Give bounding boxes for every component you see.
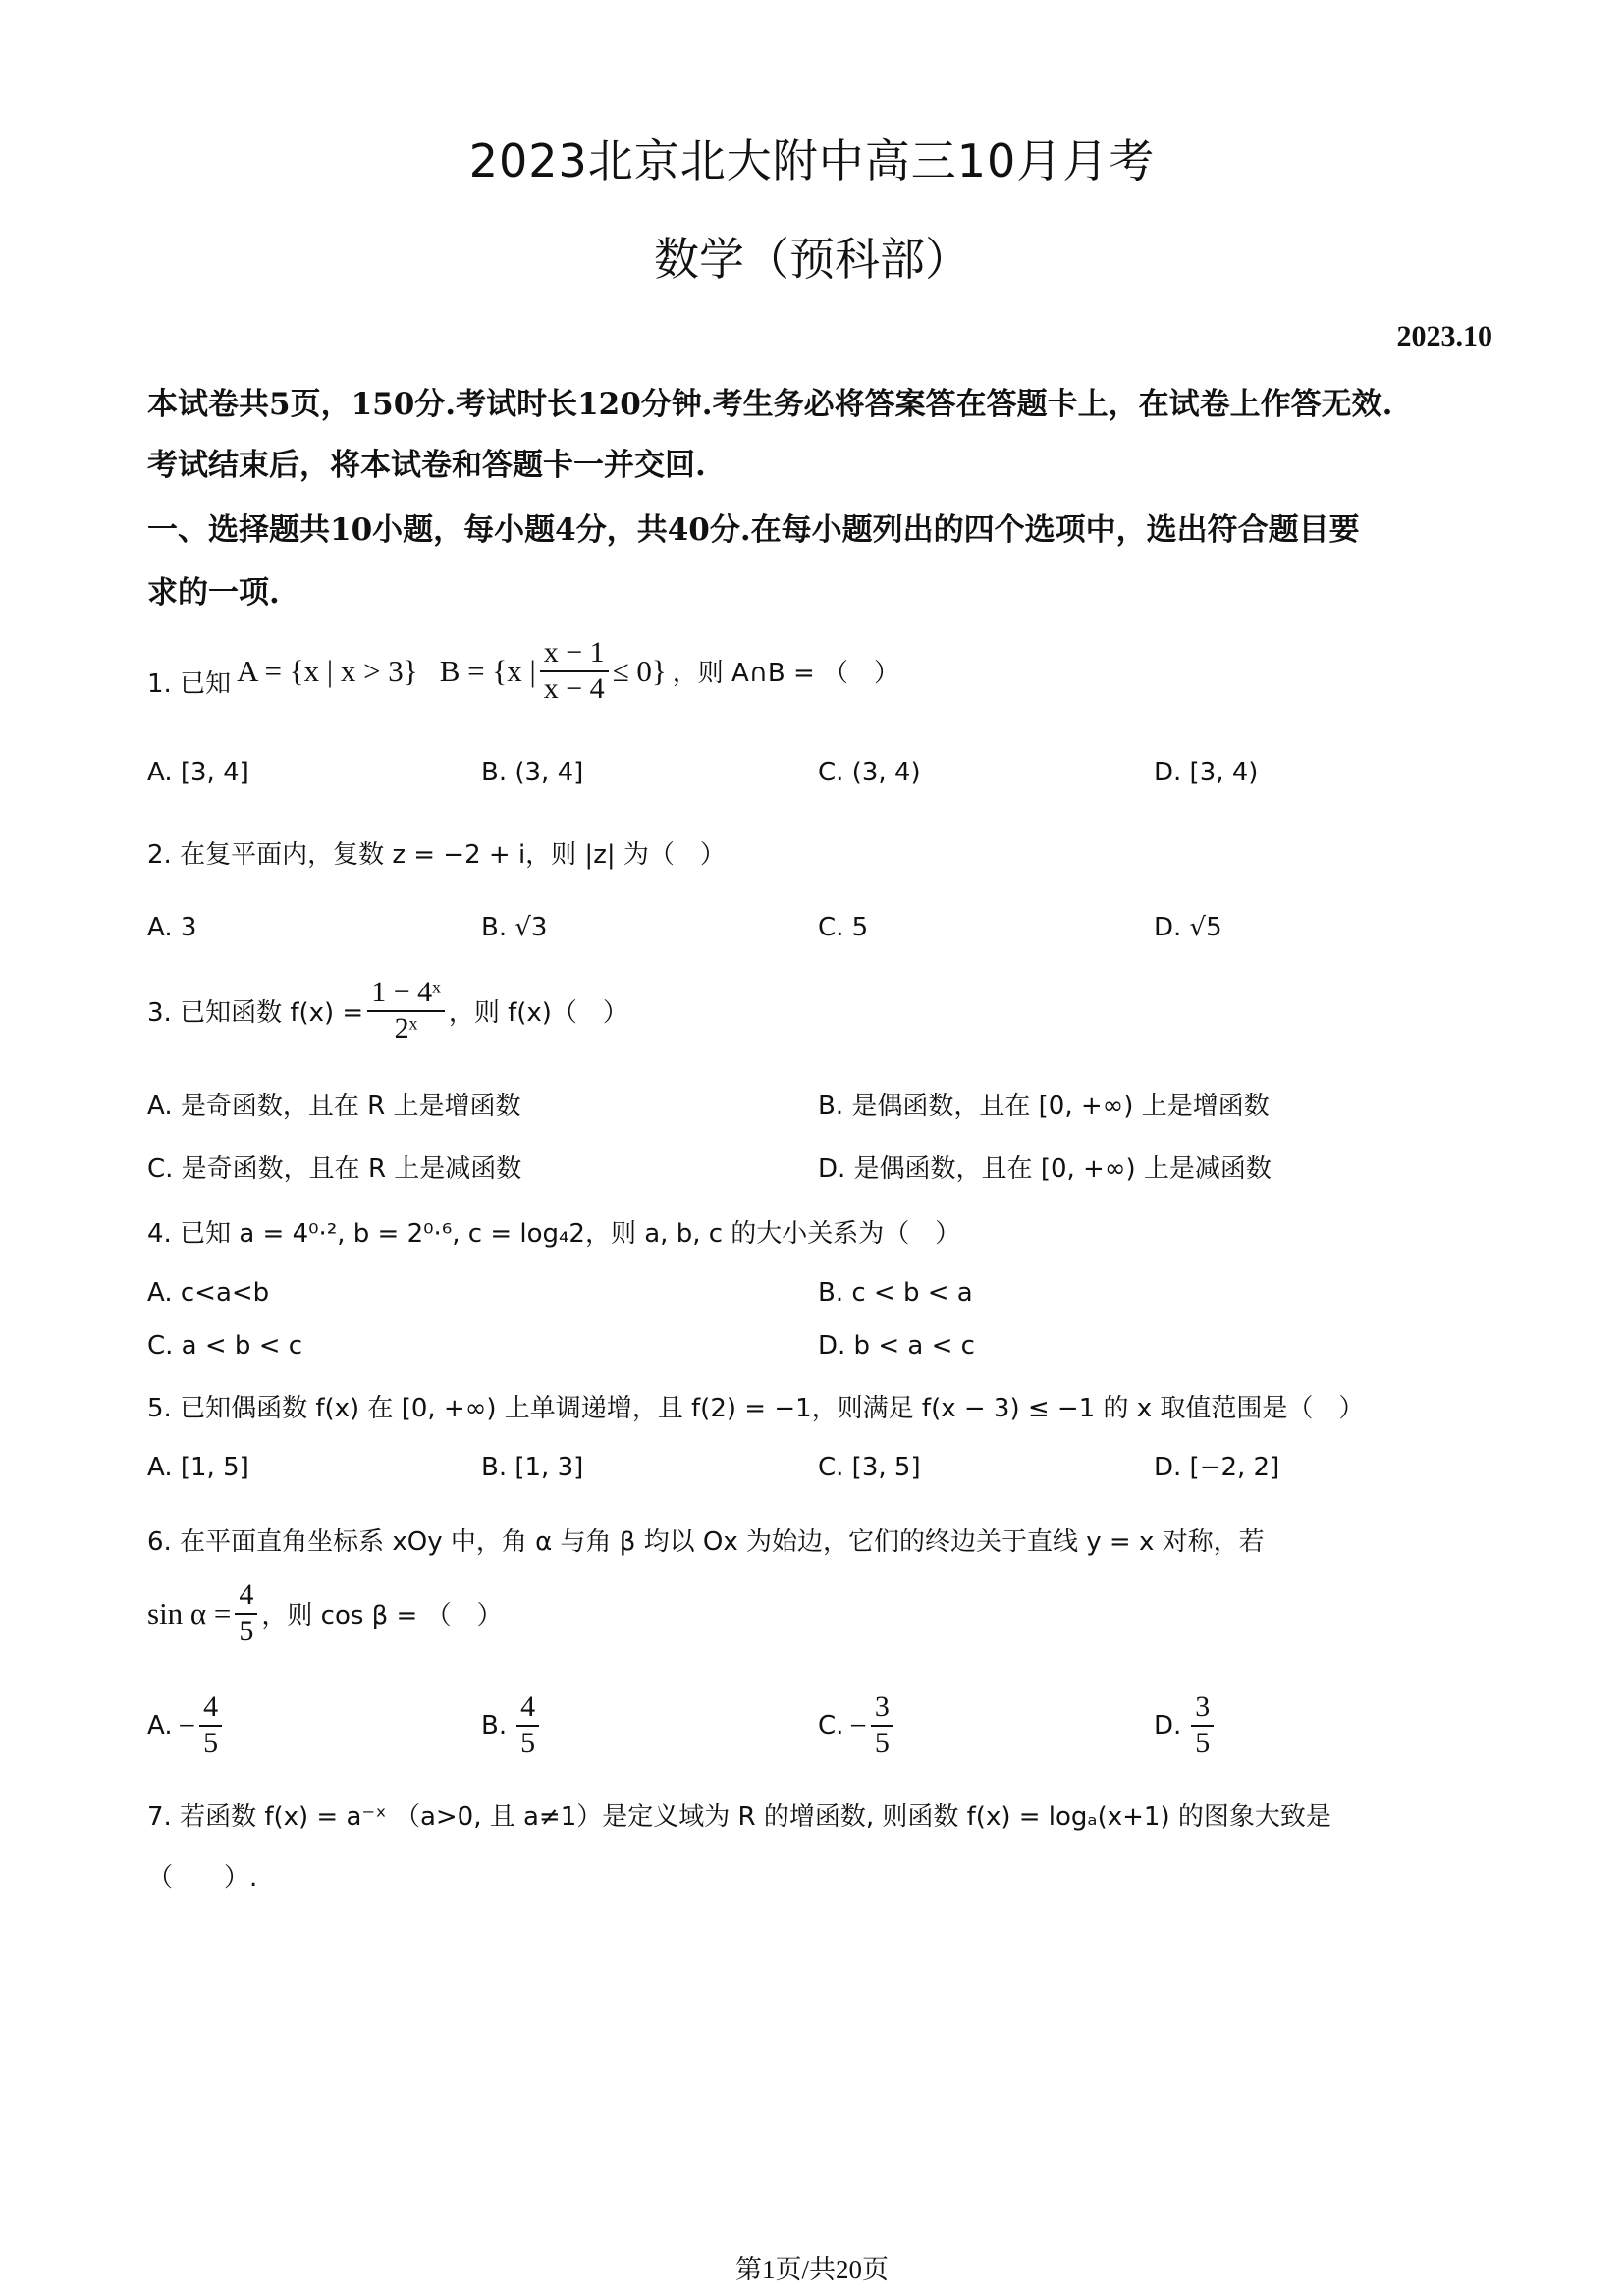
instructions-line-2: 考试结束后，将本试卷和答题卡一并交回. bbox=[147, 448, 706, 483]
q6-option-c-denominator: 5 bbox=[874, 1726, 890, 1759]
q5-option-c: C. [3, 5] bbox=[818, 1453, 921, 1482]
q6-option-b-denominator: 5 bbox=[520, 1726, 536, 1759]
section-heading-line-2: 求的一项. bbox=[147, 575, 280, 611]
question-7-line-2: （ ）. bbox=[147, 1863, 258, 1893]
exam-date: 2023.10 bbox=[1396, 320, 1492, 352]
question-2: 2. 在复平面内，复数 z = −2 + i，则 |z| 为（ ） bbox=[147, 840, 726, 870]
q1-set-b-lhs: B = {x | bbox=[439, 653, 536, 688]
q1-set-b-fraction bbox=[540, 636, 609, 706]
section-heading-line-1: 一、选择题共10小题，每小题4分，共40分.在每小题列出的四个选项中，选出符合题目要 bbox=[147, 512, 1360, 548]
q1-prefix: 1. 已知 bbox=[147, 669, 232, 699]
q1-option-c: C. (3, 4) bbox=[818, 758, 921, 787]
q2-option-b: B. √3 bbox=[481, 913, 548, 942]
q6-option-b-numerator: 4 bbox=[516, 1690, 539, 1727]
page-subtitle: 数学（预科部） bbox=[654, 233, 970, 286]
q6-option-c-fraction bbox=[871, 1690, 893, 1760]
q6-numerator: 4 bbox=[235, 1578, 257, 1615]
q6-option-b-fraction bbox=[516, 1690, 539, 1760]
instructions-line-1: 本试卷共5页，150分.考试时长120分钟.考生务必将答案答在答题卡上，在试卷上作答无效. bbox=[147, 387, 1393, 422]
question-1 bbox=[147, 636, 899, 706]
q1-option-b: B. (3, 4] bbox=[481, 758, 584, 787]
q6-option-a bbox=[147, 1690, 226, 1760]
q6-denominator: 5 bbox=[239, 1614, 254, 1647]
q6-option-d-numerator: 3 bbox=[1191, 1690, 1214, 1727]
q6-fraction bbox=[235, 1578, 257, 1648]
page-title: 2023北京北大附中高三10月月考 bbox=[468, 134, 1156, 187]
q3-denominator: 2ˣ bbox=[394, 1011, 418, 1044]
q3-option-d: D. 是偶函数，且在 [0, +∞) 上是减函数 bbox=[818, 1154, 1272, 1184]
q6-option-a-sign: − bbox=[178, 1707, 196, 1742]
q1-option-a: A. [3, 4] bbox=[147, 758, 249, 787]
q6-option-d bbox=[1154, 1690, 1218, 1760]
page-footer: 第1页/共20页 bbox=[734, 2255, 889, 2284]
q6-option-d-label: D. bbox=[1154, 1710, 1182, 1740]
q3-tail: ，则 f(x)（ ） bbox=[448, 998, 628, 1028]
q6-option-d-fraction bbox=[1191, 1690, 1214, 1760]
q1-set-a: A = {x | x > 3} bbox=[237, 653, 418, 688]
q1-tail: ，则 A∩B = （ ） bbox=[672, 659, 899, 688]
q6-option-c bbox=[818, 1690, 897, 1760]
q5-option-d: D. [−2, 2] bbox=[1154, 1453, 1280, 1482]
question-4: 4. 已知 a = 4⁰·², b = 2⁰·⁶, c = log₄2，则 a, b, c 的大小关系为（ ） bbox=[147, 1219, 961, 1249]
q4-option-a: A. c<a<b bbox=[147, 1278, 270, 1308]
q6-option-c-sign: − bbox=[849, 1707, 867, 1742]
q3-option-c: C. 是奇函数，且在 R 上是减函数 bbox=[147, 1154, 522, 1184]
q6-option-d-denominator: 5 bbox=[1195, 1726, 1211, 1759]
q6-option-a-numerator: 4 bbox=[199, 1690, 222, 1727]
q2-option-c: C. 5 bbox=[818, 913, 869, 942]
q6-option-c-numerator: 3 bbox=[871, 1690, 893, 1727]
question-5: 5. 已知偶函数 f(x) 在 [0, +∞) 上单调递增，且 f(2) = −1，则满足 f(x − 3) ≤ −1 的 x 取值范围是（ ） bbox=[147, 1394, 1365, 1423]
q1-option-d: D. [3, 4) bbox=[1154, 758, 1259, 787]
q5-option-a: A. [1, 5] bbox=[147, 1453, 249, 1482]
q1-set-b-denominator: x − 4 bbox=[543, 671, 605, 705]
q3-option-a: A. 是奇函数，且在 R 上是增函数 bbox=[147, 1092, 521, 1121]
q6-option-a-label: A. bbox=[147, 1710, 173, 1740]
q6-option-a-denominator: 5 bbox=[203, 1726, 219, 1759]
q4-option-c: C. a < b < c bbox=[147, 1331, 303, 1361]
question-3 bbox=[147, 976, 628, 1045]
q3-fraction bbox=[367, 976, 445, 1045]
q1-set-b-rhs: ≤ 0} bbox=[612, 653, 667, 688]
q6-prefix: sin α = bbox=[147, 1595, 232, 1630]
q6-tail: ，则 cos β = （ ） bbox=[261, 1601, 503, 1630]
question-7-line-1: 7. 若函数 f(x) = a⁻ˣ （a>0, 且 a≠1）是定义域为 R 的增函数, 则函数 f(x) = logₐ(x+1) 的图象大致是 bbox=[147, 1802, 1331, 1832]
q6-option-b bbox=[481, 1690, 543, 1760]
q3-prefix: 3. 已知函数 f(x) = bbox=[147, 998, 364, 1028]
q1-set-b-numerator: x − 1 bbox=[540, 636, 609, 672]
q6-option-a-fraction bbox=[199, 1690, 222, 1760]
question-6-line-2 bbox=[147, 1578, 503, 1648]
question-6-line-1: 6. 在平面直角坐标系 xOy 中，角 α 与角 β 均以 Ox 为始边，它们的终边关于直线 y = x 对称，若 bbox=[147, 1527, 1265, 1557]
q6-option-b-label: B. bbox=[481, 1710, 508, 1740]
q3-numerator: 1 − 4ˣ bbox=[367, 976, 445, 1012]
q4-option-d: D. b < a < c bbox=[818, 1331, 975, 1361]
q6-option-c-label: C. bbox=[818, 1710, 844, 1740]
q5-option-b: B. [1, 3] bbox=[481, 1453, 584, 1482]
q3-option-b: B. 是偶函数，且在 [0, +∞) 上是增函数 bbox=[818, 1092, 1270, 1121]
q2-option-d: D. √5 bbox=[1154, 913, 1222, 942]
q2-option-a: A. 3 bbox=[147, 913, 197, 942]
q4-option-b: B. c < b < a bbox=[818, 1278, 973, 1308]
